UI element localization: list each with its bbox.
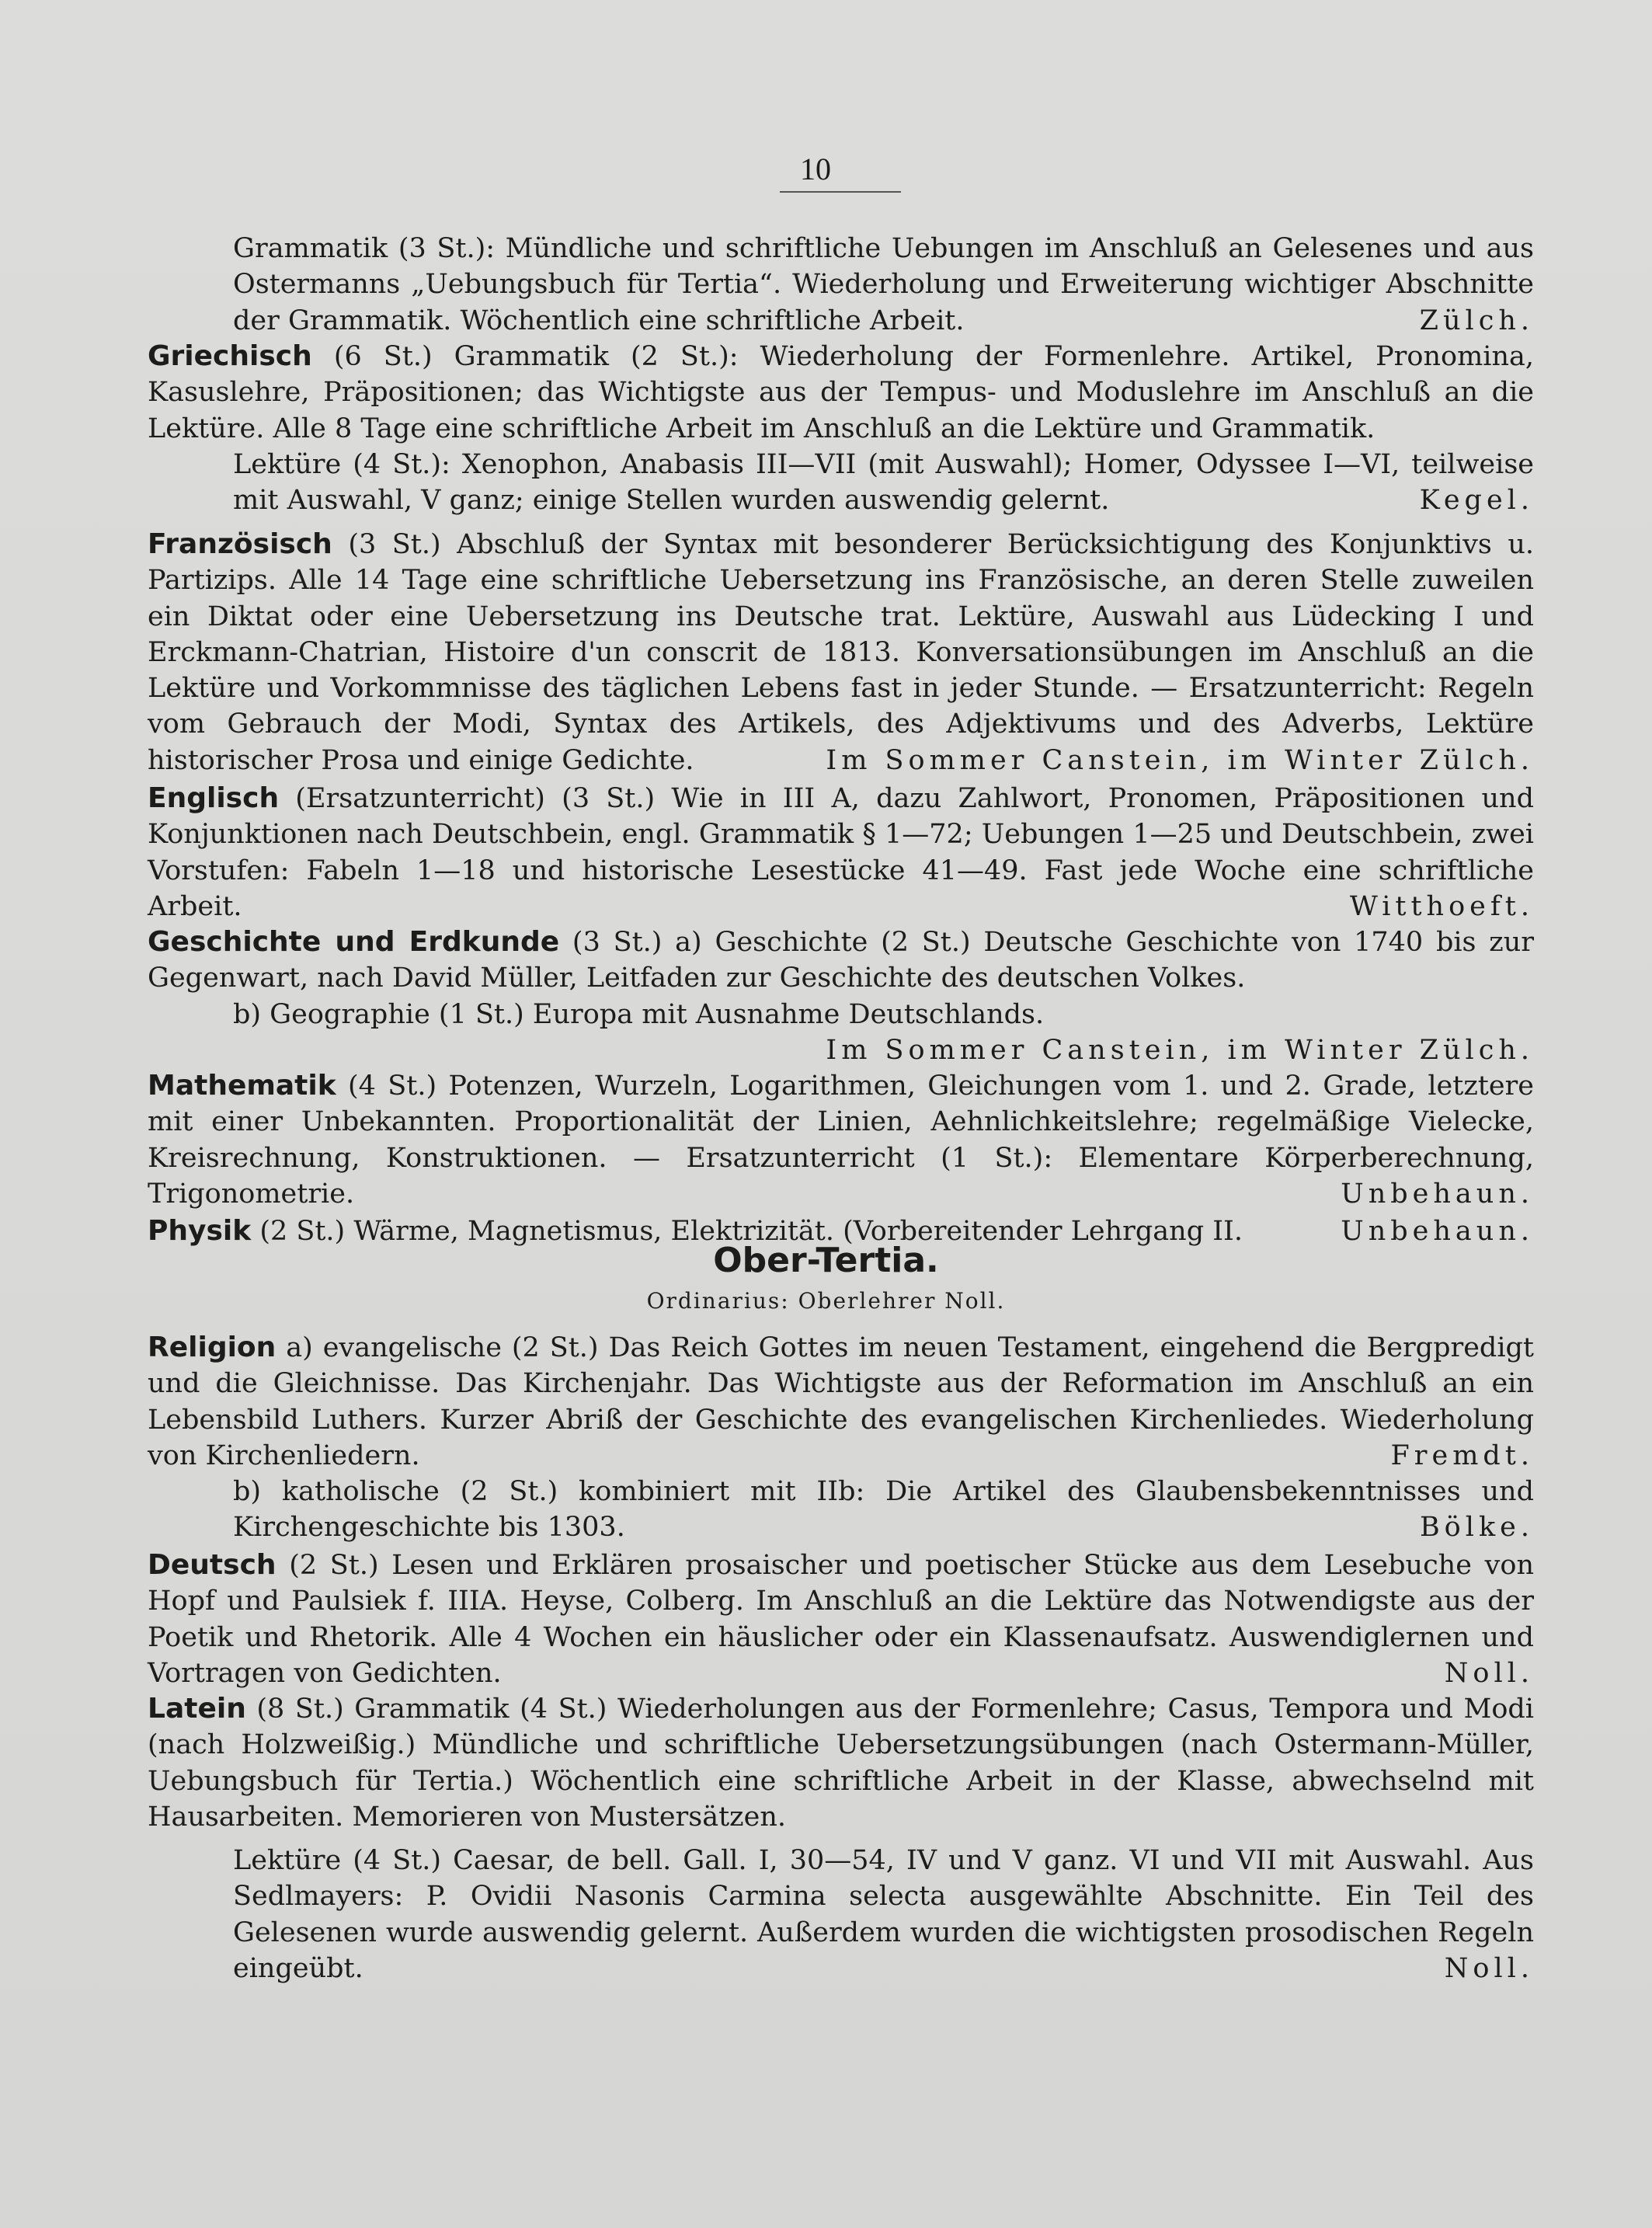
deutsch-block [148, 1547, 1534, 1691]
teacher-name: Fremdt. [1390, 1439, 1534, 1471]
grammatik-block [148, 231, 1534, 339]
subject-heading: Geschichte und Erdkunde [148, 926, 560, 958]
griechisch-block [148, 339, 1534, 518]
grammatik-text: Grammatik (3 St.): Mündliche und schriftliche Uebungen im Anschluß an Gelesenes und aus Ostermanns „Uebungsbuch für Tertia“. Wiederholung und Erweiterung wichtiger Abschnitte der Grammatik. Wöchentlich eine schriftliche Arbeit. Zülch. [148, 231, 1534, 339]
teacher-name: Unbehaun. [1341, 1178, 1534, 1210]
subject-heading: Deutsch [148, 1549, 276, 1581]
subject-text: (3 St.) Abschluß der Syntax mit besonderer Berücksichtigung des Konjunktivs u. Partizips. Alle 14 Tage eine schriftliche Uebersetzung ins Französische, an deren Stelle zuweilen ein Diktat oder eine Uebersetzung ins Deutsche trat. Lektüre, Auswahl aus Lüdecking I und Erckmann-Chatrian, Histoire d'un conscrit de 1813. Konversationsübungen im Anschluß an die Lektüre und Vorkommnisse des täglichen Lebens fast in jeder Stunde. — Ersatzunterricht: Regeln vom Gebrauch der Modi, Syntax des Artikels, des Adjektivums und des Adverbs, Lektüre historischer Prosa und einige Gedichte. [148, 529, 1534, 776]
subject-heading: Französisch [148, 528, 332, 560]
teacher-name: Zülch. [1419, 305, 1534, 336]
page-number-rule [780, 191, 901, 193]
page-number: 10 [800, 151, 831, 186]
teacher-name: Witthoeft. [1349, 890, 1534, 922]
geographie-text: b) Geographie (1 St.) Europa mit Ausnahme Deutschlands. [233, 998, 1045, 1030]
teacher-name: Kegel. [1419, 485, 1534, 517]
subject-heading: Latein [148, 1693, 246, 1725]
subject-text: (2 St.) Wärme, Magnetismus, Elektrizität. (Vorbereitender Lehrgang II. [259, 1216, 1243, 1247]
mathematik-block [148, 1068, 1534, 1212]
subject-heading: Englisch [148, 782, 280, 814]
geschichte-block [148, 924, 1534, 1068]
teacher-name: Noll. [1444, 1657, 1534, 1689]
subject-text: (8 St.) Grammatik (4 St.) Wiederholungen aus der Formenlehre; Casus, Tempora und Modi (nach Holzweißig.) Mündliche und schriftliche Uebersetzungsübungen (nach Ostermann-Müller, Uebungsbuch für Tertia.) Wöchentlich eine schriftliche Arbeit in der Klasse, abwechselnd mit Hausarbeiten. Memorieren von Mustersätzen. [148, 1694, 1534, 1833]
religion-block [148, 1330, 1534, 1546]
lektuere-text: Lektüre (4 St.) Caesar, de bell. Gall. I, 30—54, IV und V ganz. VI und VII mit Auswahl. Aus Sedlmayers: P. Ovidii Nasonis Carmina selecta ausgewählte Abschnitte. Ein Teil des Gelesenen wurde auswendig gelernt. Außerdem wurden die wichtigsten prosodischen Regeln eingeübt. [233, 1845, 1534, 1985]
latein-block [148, 1691, 1534, 1986]
teacher-name: Unbehaun. [1341, 1216, 1534, 1247]
subject-text: (4 St.) Potenzen, Wurzeln, Logarithmen, Gleichungen vom 1. und 2. Grade, letztere mit einer Unbekannten. Proportionalität der Linien, Aehnlichkeitslehre; regelmäßige Vielecke, Kreisrechnung, Konstruktionen. — Ersatzunterricht (1 St.): Elementare Körperberechnung, Trigonometrie. [148, 1070, 1534, 1210]
subject-heading: Mathematik [148, 1070, 336, 1102]
subject-text: (2 St.) Lesen und Erklären prosaischer und poetischer Stücke aus dem Lesebuche von Hopf und Paulsiek f. IIIA. Heyse, Colberg. Im Anschluß an die Lektüre das Notwendigste aus der Poetik und Rhetorik. Alle 4 Wochen ein häuslicher oder ein Klassenaufsatz. Auswendiglernen und Vortragen von Gedichten. [148, 1550, 1534, 1689]
subject-heading: Religion [148, 1332, 276, 1363]
subject-text: a) evangelische (2 St.) Das Reich Gottes im neuen Testament, eingehend die Bergpredigt und die Gleichnisse. Das Kirchenjahr. Das Wichtigste aus der Reformation im Anschluß an ein Lebensbild Luthers. Kurzer Abriß der Geschichte des evangelischen Kirchenliedes. Wiederholung von Kirchenliedern. [148, 1332, 1534, 1471]
teacher-name: Im Sommer Canstein, im Winter Zülch. [826, 1034, 1534, 1066]
teacher-name: Noll. [1444, 1953, 1534, 1985]
teacher-name: Im Sommer Canstein, im Winter Zülch. [826, 744, 1534, 776]
subject-text: (3 St.) a) Geschichte (2 St.) Deutsche Geschichte von 1740 bis zur Gegenwart, nach David Müller, Leitfaden zur Geschichte des deutschen Volkes. [148, 927, 1534, 994]
section-title: Ober-Tertia. [713, 1241, 939, 1280]
teacher-name: Bölke. [1419, 1512, 1534, 1544]
katholisch-text: b) katholische (2 St.) kombiniert mit IIb: Die Artikel des Glaubensbekenntnisses und Kirchengeschichte bis 1303. [233, 1476, 1534, 1544]
englisch-block [148, 781, 1534, 924]
franzoesisch-block [148, 527, 1534, 778]
lektuere-text: Lektüre (4 St.): Xenophon, Anabasis III—VII (mit Auswahl); Homer, Odyssee I—VI, teilweise mit Auswahl, V ganz; einige Stellen wurden auswendig gelernt. Kegel. [148, 447, 1534, 519]
ordinarius-line: Ordinarius: Oberlehrer Noll. [646, 1288, 1006, 1314]
subject-heading: Physik [148, 1215, 252, 1247]
subject-text: (Ersatzunterricht) (3 St.) Wie in III A, dazu Zahlwort, Pronomen, Präpositionen und Konjunktionen nach Deutschbein, engl. Grammatik § 1—72; Uebungen 1—25 und Deutschbein, zwei Vorstufen: Fabeln 1—18 und historische Lesestücke 41—49. Fast jede Woche eine schriftliche Arbeit. [148, 783, 1534, 922]
subject-text: (6 St.) Grammatik (2 St.): Wiederholung der Formenlehre. Artikel, Pronomina, Kasuslehre, Präpositionen; das Wichtigste aus der Tempus- und Moduslehre im Anschluß an die Lektüre. Alle 8 Tage eine schriftliche Arbeit im Anschluß an die Lektüre und Grammatik. [148, 341, 1534, 444]
subject-heading: Griechisch [148, 340, 312, 372]
